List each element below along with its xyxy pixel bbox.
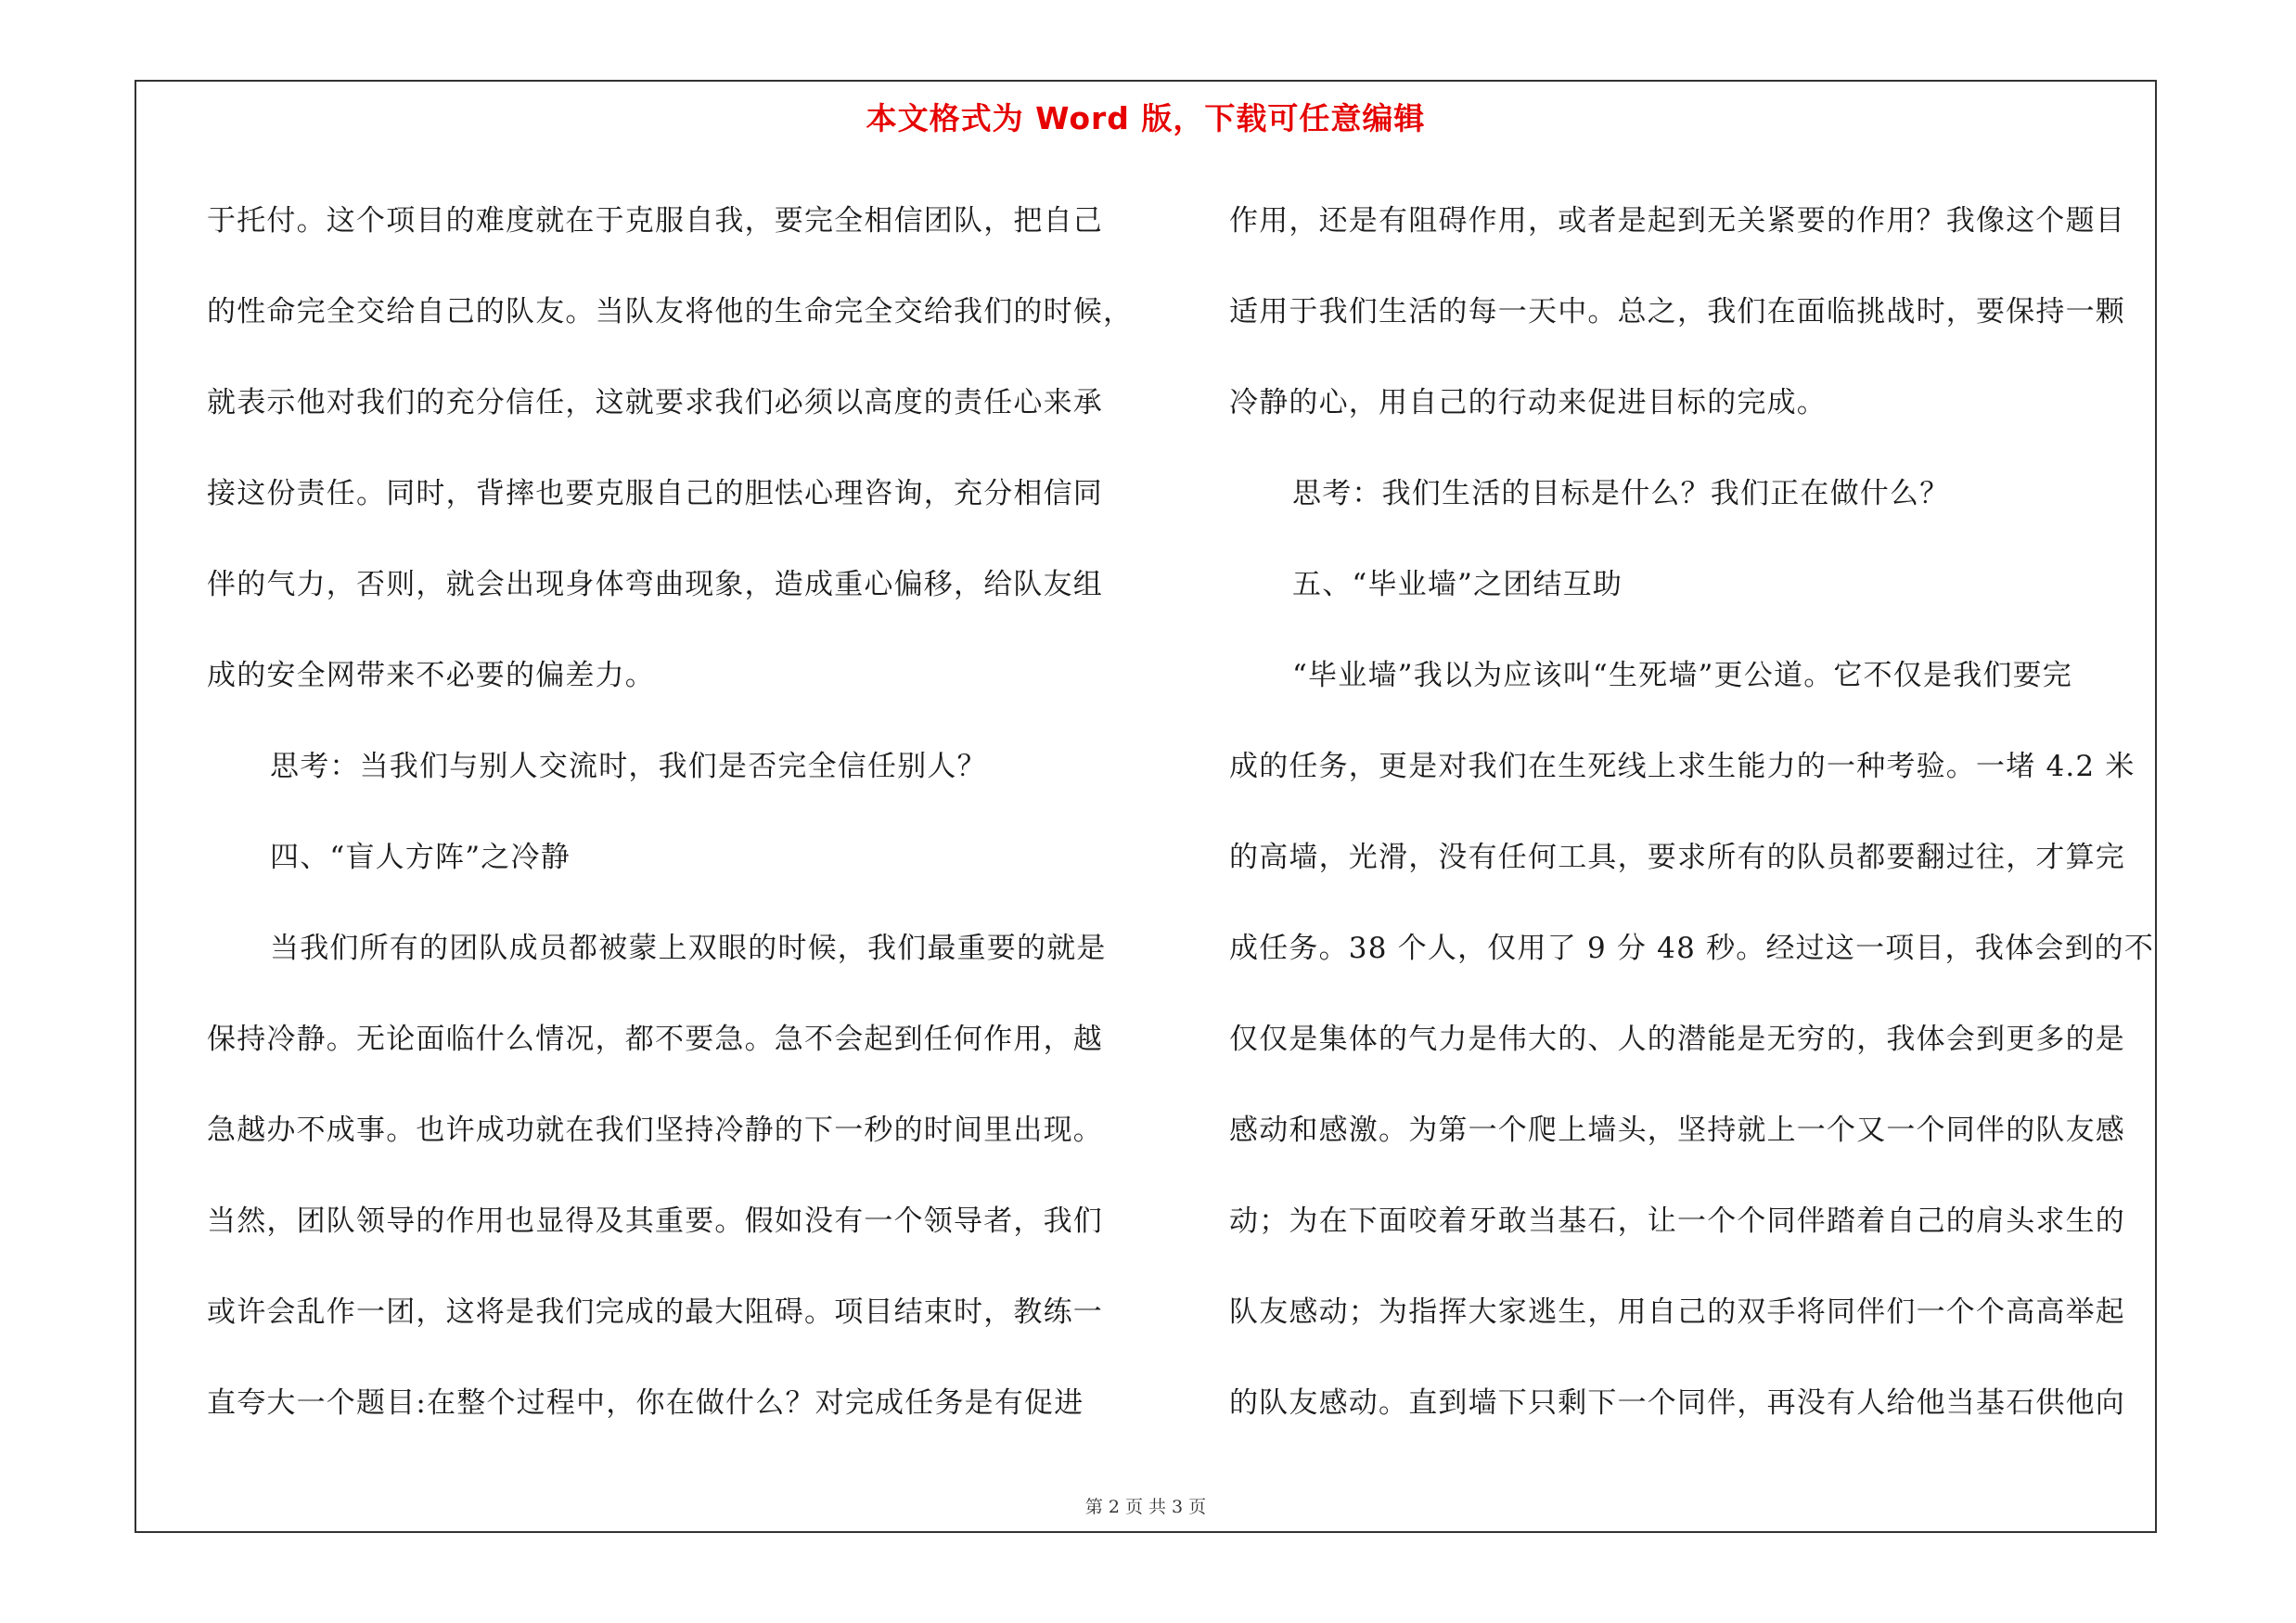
text-line: 于托付。这个项目的难度就在于克服自我，要完全相信团队，把自己 xyxy=(207,204,1103,238)
text-line: 伴的气力，否则，就会出现身体弯曲现象，造成重心偏移，给队友组 xyxy=(207,568,1103,601)
text-line: 保持冷静。无论面临什么情况，都不要急。急不会起到任何作用，越 xyxy=(207,1023,1103,1056)
text-line: 思考：我们生活的目标是什么？我们正在做什么？ xyxy=(1292,477,1950,510)
text-line: 动；为在下面咬着牙敢当基石，让一个个同伴踏着自己的肩头求生的 xyxy=(1229,1204,2125,1238)
page-indicator: 第 2 页 共 3 页 xyxy=(1084,1497,1207,1517)
text-line: 冷静的心，用自己的行动来促进目标的完成。 xyxy=(1229,386,1827,419)
text-line: 或许会乱作一团，这将是我们完成的最大阻碍。项目结束时，教练一 xyxy=(207,1295,1103,1329)
text-line: 成的任务，更是对我们在生死线上求生能力的一种考验。一堵 4.2 米 xyxy=(1229,750,2136,783)
text-line: 直夸大一个题目:在整个过程中，你在做什么？对完成任务是有促进 xyxy=(207,1386,1084,1420)
text-line: 急越办不成事。也许成功就在我们坚持冷静的下一秒的时间里出现。 xyxy=(207,1114,1103,1147)
text-line: 作用，还是有阻碍作用，或者是起到无关紧要的作用？我像这个题目 xyxy=(1229,204,2125,238)
text-line: 的队友感动。直到墙下只剩下一个同伴，再没有人给他当基石供他向 xyxy=(1229,1386,2125,1420)
text-line: 的高墙，光滑，没有任何工具，要求所有的队员都要翻过往，才算完 xyxy=(1229,841,2125,874)
text-line: 队友感动；为指挥大家逃生，用自己的双手将同伴们一个个高高举起 xyxy=(1229,1295,2125,1329)
text-line: 成任务。38 个人，仅用了 9 分 48 秒。经过这一项目，我体会到的不 xyxy=(1229,932,2155,965)
text-line: 的性命完全交给自己的队友。当队友将他的生命完全交给我们的时候， xyxy=(207,295,1134,328)
text-line: 四、“盲人方阵”之冷静 xyxy=(270,841,571,874)
text-line: 五、“毕业墙”之团结互助 xyxy=(1292,568,1623,601)
text-line: “毕业墙”我以为应该叫“生死墙”更公道。它不仅是我们要完 xyxy=(1292,659,2072,692)
page-frame xyxy=(135,80,2157,1533)
text-line: 当我们所有的团队成员都被蒙上双眼的时候，我们最重要的就是 xyxy=(270,932,1107,965)
text-line: 适用于我们生活的每一天中。总之，我们在面临挑战时，要保持一颗 xyxy=(1229,295,2125,328)
right-column xyxy=(1229,184,2185,1457)
left-column xyxy=(207,184,1162,1457)
text-line: 接这份责任。同时，背摔也要克服自己的胆怯心理咨询，充分相信同 xyxy=(207,477,1103,510)
text-line: 当然，团队领导的作用也显得及其重要。假如没有一个领导者，我们 xyxy=(207,1204,1103,1238)
text-line: 思考：当我们与别人交流时，我们是否完全信任别人？ xyxy=(270,750,987,783)
text-line: 成的安全网带来不必要的偏差力。 xyxy=(207,659,655,692)
header-banner: 本文格式为 Word 版，下载可任意编辑 xyxy=(866,100,1426,136)
text-line: 就表示他对我们的充分信任，这就要求我们必须以高度的责任心来承 xyxy=(207,386,1103,419)
text-line: 仅仅是集体的气力是伟大的、人的潜能是无穷的，我体会到更多的是 xyxy=(1229,1023,2125,1056)
text-line: 感动和感激。为第一个爬上墙头，坚持就上一个又一个同伴的队友感 xyxy=(1229,1114,2125,1147)
